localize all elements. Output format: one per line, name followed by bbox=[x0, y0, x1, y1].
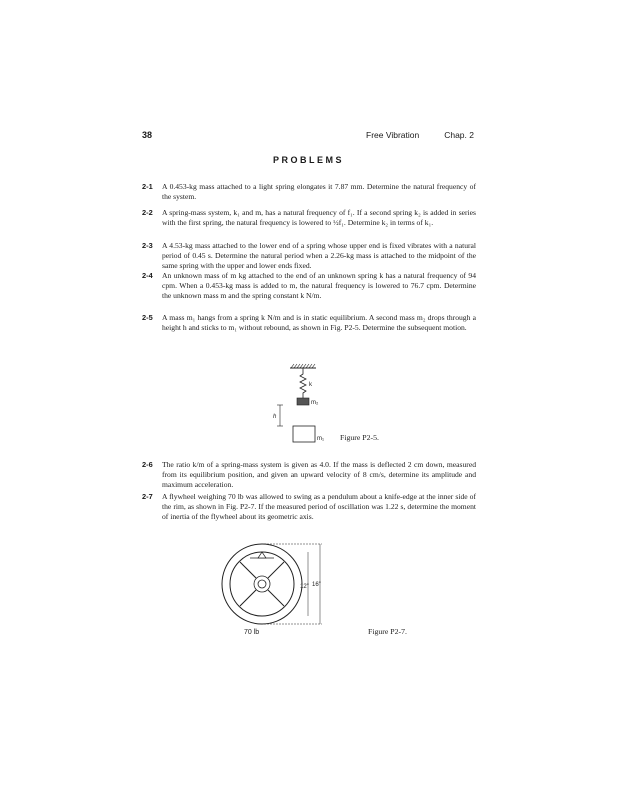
spring-k bbox=[300, 368, 306, 398]
problem-number: 2-2 bbox=[142, 208, 153, 217]
figure-p2-5-caption: Figure P2-5. bbox=[340, 433, 379, 442]
problem-text: An unknown mass of m kg attached to the end of an unknown spring k has a natural frequency of 94 cpm. When a 0.453-kg mass is added to m, the natural frequency is lowered to 76.7 cpm. Determine the unknown mass m and the spring constant k N/m. bbox=[162, 271, 476, 300]
problem-2-7 bbox=[142, 492, 476, 521]
problem-number: 2-3 bbox=[142, 241, 153, 250]
figure-p2-7-caption: Figure P2-7. bbox=[368, 627, 407, 636]
mass-m1 bbox=[293, 426, 315, 442]
running-head bbox=[354, 130, 474, 140]
running-head-section: Free Vibration bbox=[366, 130, 420, 140]
mass-m2 bbox=[297, 398, 309, 405]
problem-text: A mass m₁ hangs from a spring k N/m and is in static equilibrium. A second mass m₂ drops through a height h and sticks to m₁ without rebound, as shown in Fig. P2-5. Determine the subsequent motion. bbox=[162, 313, 476, 332]
problem-2-1 bbox=[142, 182, 476, 202]
figure-p2-7 bbox=[212, 538, 342, 638]
running-head-chapter: Chap. 2 bbox=[444, 130, 474, 140]
problem-2-2 bbox=[142, 208, 476, 228]
problem-number: 2-5 bbox=[142, 313, 153, 322]
problem-text: A 4.53-kg mass attached to the lower end of a spring whose upper end is fixed vibrates with a natural period of 0.45 s. Determine the natural period when a 2.26-kg mass is attached to the midpoint of the same spring with the upper and lower ends fixed. bbox=[162, 241, 476, 270]
label-inner-diameter: 12" bbox=[300, 584, 309, 590]
figure-p2-5 bbox=[270, 360, 340, 445]
label-m2: m₂ bbox=[311, 400, 319, 406]
problem-2-3 bbox=[142, 241, 476, 270]
problem-number: 2-7 bbox=[142, 492, 153, 501]
problem-number: 2-4 bbox=[142, 271, 153, 280]
label-weight: 70 lb bbox=[244, 629, 260, 636]
problem-number: 2-1 bbox=[142, 182, 153, 191]
ceiling-support bbox=[290, 364, 316, 368]
label-outer-diameter: 16" bbox=[312, 582, 321, 588]
label-m1: m₁ bbox=[317, 436, 325, 442]
problem-2-4 bbox=[142, 271, 476, 300]
problem-2-6 bbox=[142, 460, 476, 489]
height-dimension bbox=[277, 405, 283, 426]
problem-text: A 0.453-kg mass attached to a light spring elongates it 7.87 mm. Determine the natural frequency of the system. bbox=[162, 182, 476, 201]
problem-number: 2-6 bbox=[142, 460, 153, 469]
label-h: h bbox=[273, 414, 277, 420]
problem-text: The ratio k/m of a spring-mass system is given as 4.0. If the mass is deflected 2 cm down, measured from its equilibrium position, and given an upward velocity of 8 cm/s, determine its amplitude and maximum acceleration. bbox=[162, 460, 476, 489]
problem-2-5 bbox=[142, 313, 476, 333]
page-number: 38 bbox=[142, 130, 153, 140]
section-title: PROBLEMS bbox=[272, 155, 344, 165]
label-k: k bbox=[309, 382, 312, 388]
problem-text: A flywheel weighing 70 lb was allowed to swing as a pendulum about a knife-edge at the inner side of the rim, as shown in Fig. P2-7. If the measured period of oscillation was 1.22 s, determine the moment of inertia of the flywheel about its geometric axis. bbox=[162, 492, 476, 521]
problem-text: A spring-mass system, k₁ and m, has a natural frequency of f₁. If a second spring k₂ is added in series with the first spring, the natural frequency is lowered to ½f₁. Determine k₂ in terms of k₁. bbox=[162, 208, 476, 227]
